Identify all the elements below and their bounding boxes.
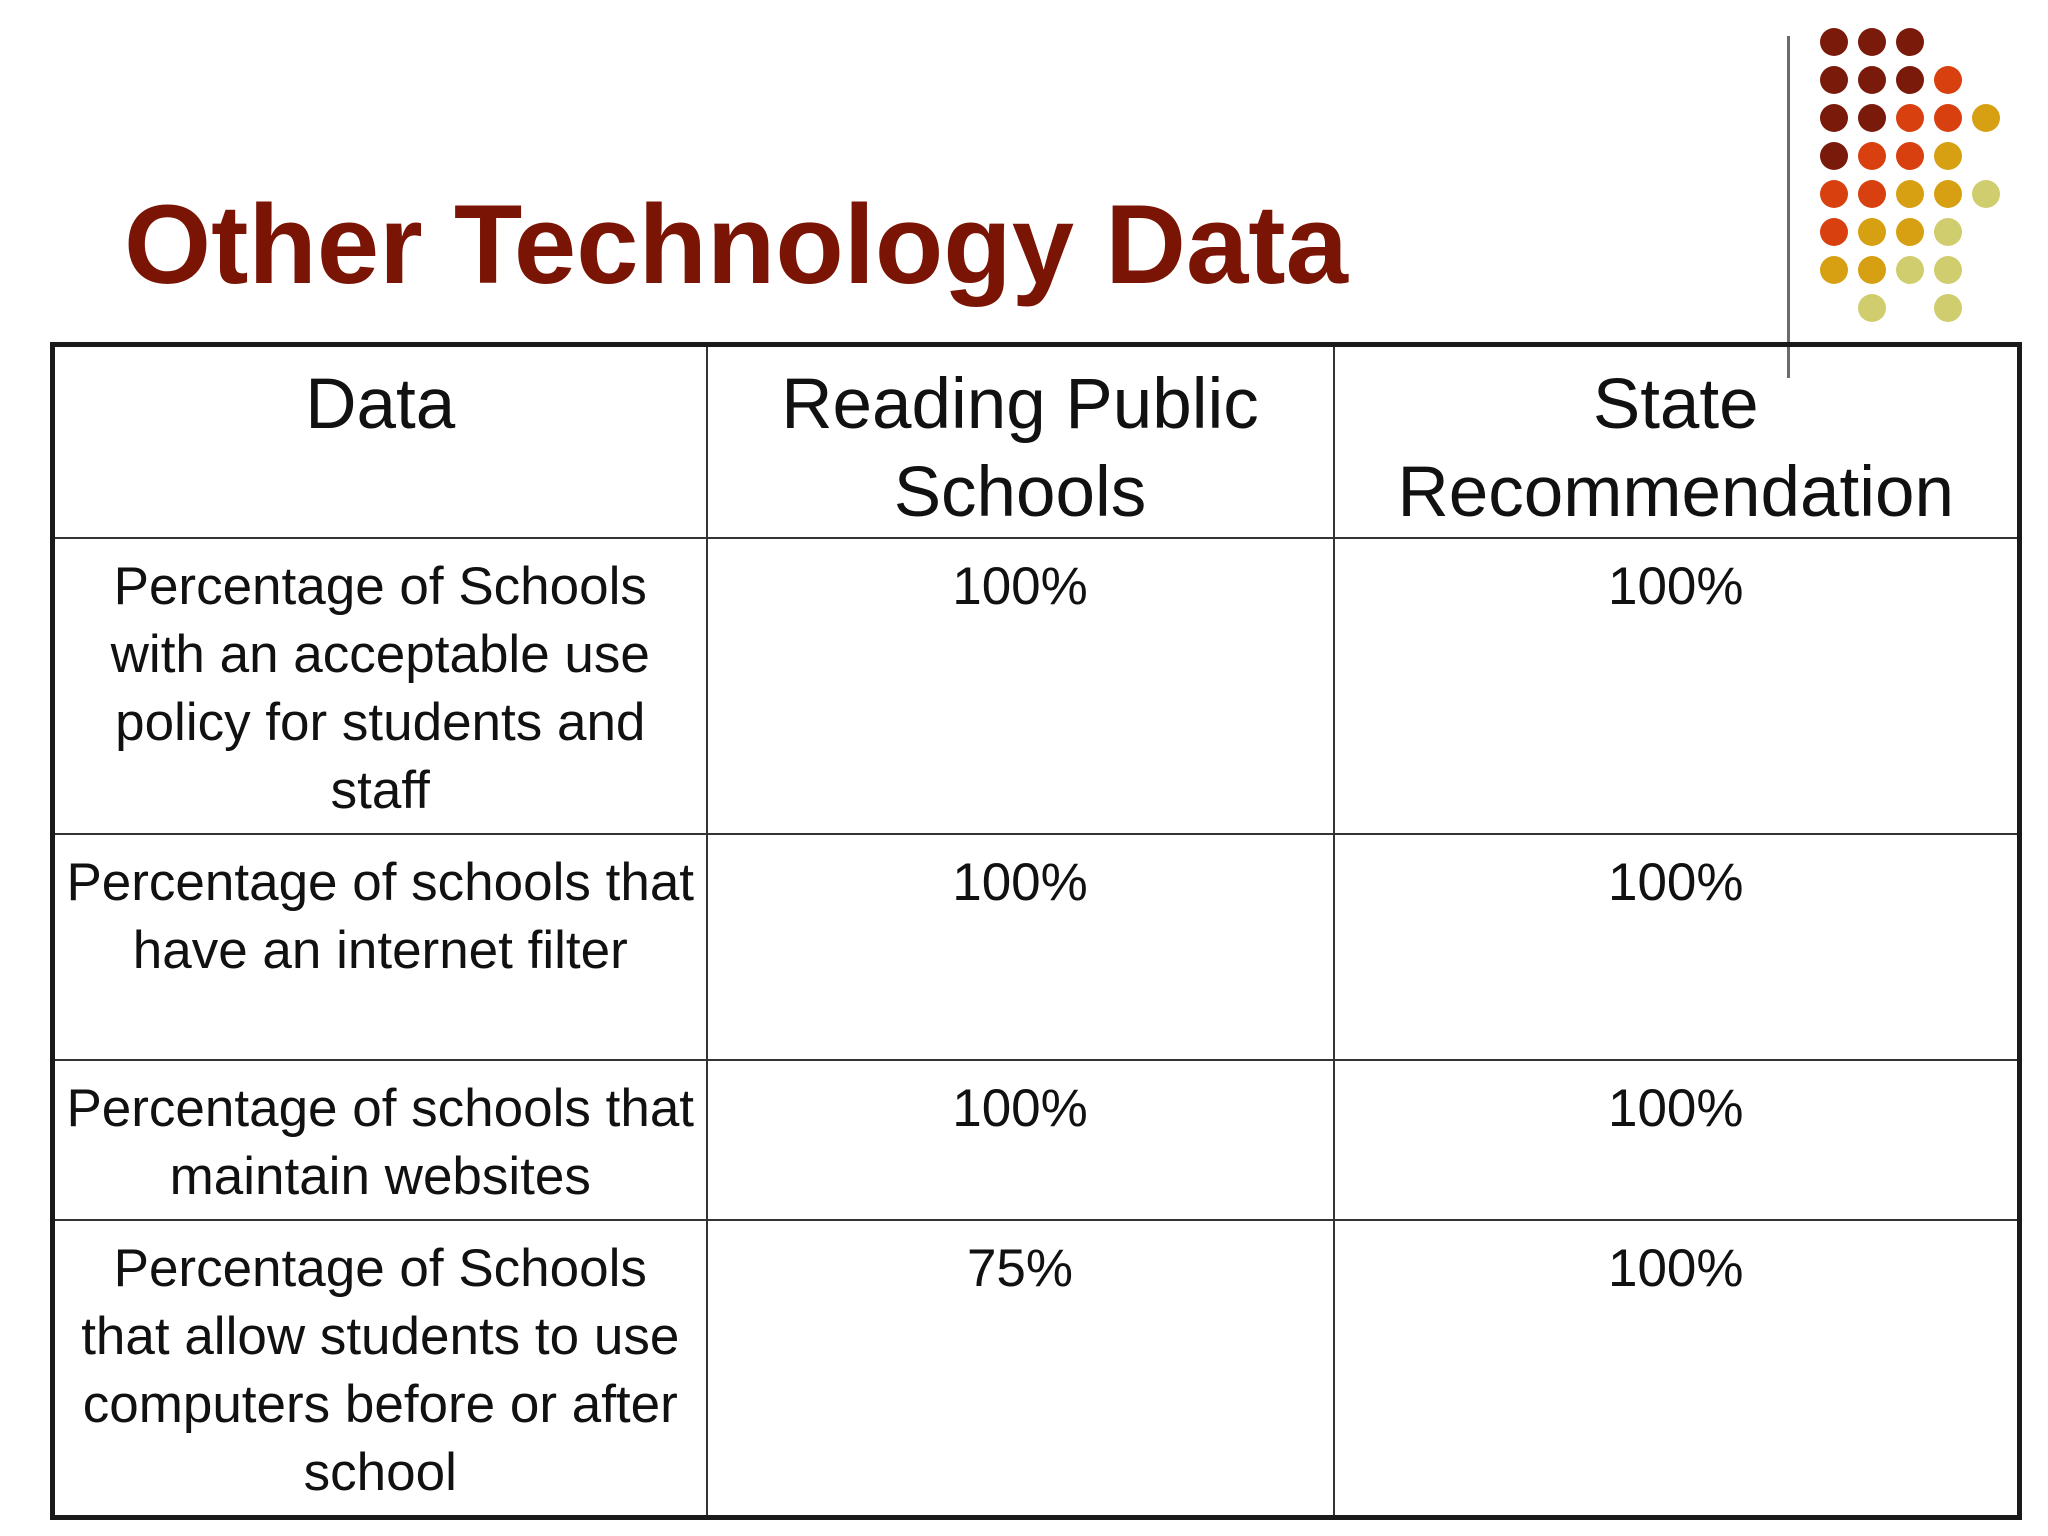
decorative-dot xyxy=(1972,104,2000,132)
decorative-dot xyxy=(1858,218,1886,246)
table-row xyxy=(53,1060,2020,1220)
header-data: Data xyxy=(53,345,707,539)
decorative-dot xyxy=(1934,142,1962,170)
decorative-dot xyxy=(1858,180,1886,208)
decorative-dot xyxy=(1820,104,1848,132)
decorative-dot xyxy=(1934,218,1962,246)
table-row xyxy=(53,834,2020,1060)
reading-value: 100% xyxy=(707,1060,1334,1220)
state-value: 100% xyxy=(1334,538,2020,834)
decorative-dot xyxy=(1820,28,1848,56)
state-value: 100% xyxy=(1334,1220,2020,1518)
decorative-dot xyxy=(1820,66,1848,94)
slide-title: Other Technology Data xyxy=(124,182,1348,307)
row-label: Percentage of Schools that allow students to use computers before or after school xyxy=(53,1220,707,1518)
decorative-dot xyxy=(1858,142,1886,170)
decorative-dot xyxy=(1858,256,1886,284)
decorative-dot xyxy=(1858,294,1886,322)
table-row xyxy=(53,538,2020,834)
reading-value: 100% xyxy=(707,834,1334,1060)
row-label: Percentage of schools that maintain websites xyxy=(53,1060,707,1220)
decorative-dot xyxy=(1896,218,1924,246)
decorative-dot xyxy=(1934,294,1962,322)
decorative-dot xyxy=(1934,66,1962,94)
title-divider xyxy=(1787,36,1790,378)
decorative-dot xyxy=(1858,104,1886,132)
technology-data-table xyxy=(50,342,2022,1520)
decorative-dot-grid xyxy=(1820,28,2040,348)
decorative-dot xyxy=(1896,104,1924,132)
row-label: Percentage of schools that have an internet filter xyxy=(53,834,707,1060)
decorative-dot xyxy=(1934,104,1962,132)
decorative-dot xyxy=(1934,180,1962,208)
decorative-dot xyxy=(1896,66,1924,94)
decorative-dot xyxy=(1896,142,1924,170)
decorative-dot xyxy=(1896,28,1924,56)
table-header-row xyxy=(53,345,2020,539)
reading-value: 75% xyxy=(707,1220,1334,1518)
header-reading-public-schools: Reading Public Schools xyxy=(707,345,1334,539)
state-value: 100% xyxy=(1334,1060,2020,1220)
decorative-dot xyxy=(1820,142,1848,170)
decorative-dot xyxy=(1896,180,1924,208)
decorative-dot xyxy=(1820,218,1848,246)
decorative-dot xyxy=(1858,66,1886,94)
reading-value: 100% xyxy=(707,538,1334,834)
state-value: 100% xyxy=(1334,834,2020,1060)
decorative-dot xyxy=(1972,180,2000,208)
decorative-dot xyxy=(1820,256,1848,284)
table-row xyxy=(53,1220,2020,1518)
decorative-dot xyxy=(1858,28,1886,56)
row-label: Percentage of Schools with an acceptable use policy for students and staff xyxy=(53,538,707,834)
decorative-dot xyxy=(1896,256,1924,284)
decorative-dot xyxy=(1820,180,1848,208)
decorative-dot xyxy=(1934,256,1962,284)
header-state-recommendation: State Recommendation xyxy=(1334,345,2020,539)
